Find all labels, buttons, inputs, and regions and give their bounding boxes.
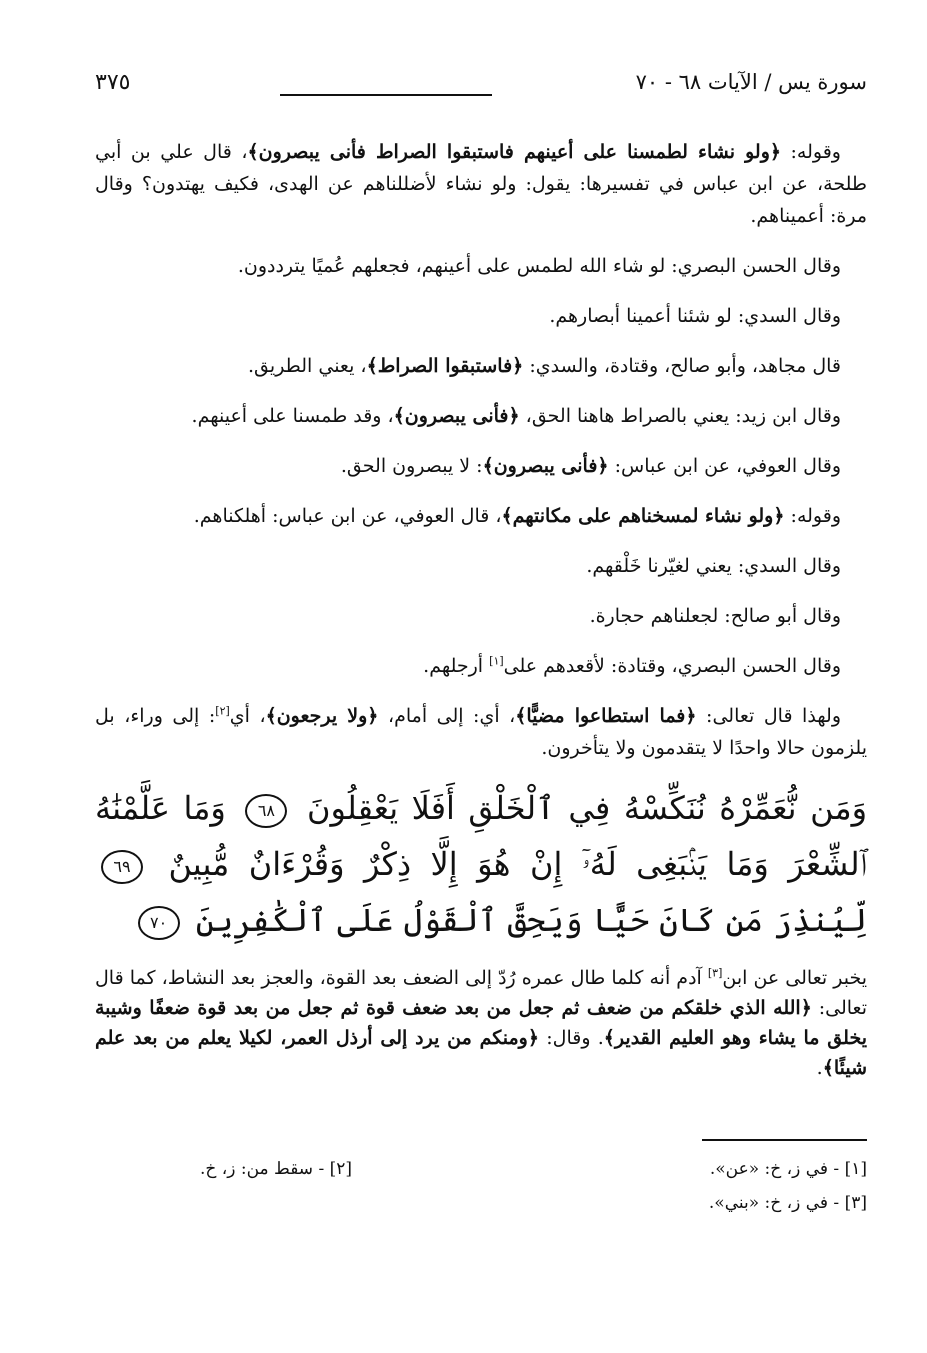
text: : إلى وراء، بل يلزمون حالا واحدًا لا يتقدمون ولا يتأخرون. (95, 705, 867, 759)
header-rule (280, 94, 492, 96)
quran-quote: ﴿فأنى يبصرون﴾ (393, 405, 520, 427)
text: وقوله: (781, 141, 841, 163)
paragraph (95, 400, 867, 432)
quran-quote: ﴿فما استطاعوا مضيًّا﴾ (515, 705, 697, 727)
paragraph (95, 250, 867, 282)
text: ، أي (229, 705, 266, 727)
text: ، يعني الطريق. (248, 355, 367, 377)
text: . وقال: (539, 1027, 604, 1049)
text: آدم أنه كلما طال عمره رُدّ إلى الضعف بعد القوة، والعجز بعد النشاط، كما قال تعالى: (95, 967, 868, 1019)
text: قال مجاهد، وأبو صالح، وقتادة، والسدي: (523, 355, 841, 377)
text: وقال الحسن البصري، وقتادة: لأقعدهم على (503, 655, 841, 677)
text: وقال أبو صالح: لجعلناهم حجارة. (589, 605, 841, 627)
paragraph (95, 450, 867, 482)
quran-quote: ﴿ولو نشاء لطمسنا على أعينهم فاستبقوا الصراط فأنى يبصرون﴾ (247, 141, 782, 163)
text: وقال السدي: لو شئنا أعمينا أبصارهم. (549, 305, 841, 327)
ayah-number-68: ٦٨ (245, 794, 287, 828)
text: ولهذا قال تعالى: (696, 705, 842, 727)
footnote-marker: [٣] (707, 966, 723, 980)
text: وقال العوفي، عن ابن عباس: (608, 455, 841, 477)
verse-69: وَمَا عَلَّمْنَٰهُ ٱلشِّعْرَ وَمَا يَنۢبَغِى لَهُۥٓ إِنْ هُوَ إِلَّا ذِكْرٌ وَقُرْءَانٌ مُّبِينٌ (95, 789, 867, 883)
paragraph (95, 136, 867, 232)
text: وقال ابن زيد: يعني بالصراط هاهنا الحق، (519, 405, 841, 427)
quran-quote: ﴿ولا يرجعون﴾ (265, 705, 379, 727)
text: يخبر تعالى عن ابن (722, 967, 867, 989)
quran-quote: ﴿فاستبقوا الصراط﴾ (366, 355, 524, 377)
footnote-row (200, 1152, 867, 1186)
page-header (95, 70, 867, 104)
paragraph (95, 650, 867, 682)
quran-quote: ﴿فأنى يبصرون﴾ (482, 455, 609, 477)
text: أرجلهم. (423, 655, 490, 677)
commentary (95, 963, 867, 1083)
paragraph (95, 550, 867, 582)
paragraph (95, 963, 867, 1083)
page-number: ٣٧٥ (95, 70, 131, 95)
footnote-marker: [١] (489, 654, 504, 668)
text: . (816, 1057, 823, 1079)
paragraph (95, 600, 867, 632)
text: ، أي: إلى أمام، (378, 705, 516, 727)
running-title: سورة يس / الآيات ٦٨ - ٧٠ (635, 70, 867, 94)
paragraph (95, 700, 867, 764)
quran-verse-block (95, 780, 867, 948)
verse-70: لِّيُنذِرَ مَن كَانَ حَيًّا وَيَحِقَّ ٱلْقَوْلُ عَلَى ٱلْكَٰفِرِينَ (195, 901, 867, 939)
quran-quote: ﴿ومنكم من يرد إلى أرذل العمر، لكيلا يعلم من بعد علم شيئًا﴾ (95, 1027, 867, 1079)
footnote-rule (702, 1139, 867, 1141)
tafsir-body (95, 136, 867, 772)
text: ، قال العوفي، عن ابن عباس: أهلكناهم. (193, 505, 502, 527)
footnote-1: [١] - في ز، خ: «عن». (709, 1159, 867, 1179)
paragraph (95, 350, 867, 382)
footnote-2: [٢] - سقط من: ز، خ. (200, 1159, 353, 1179)
ayah-number-69: ٦٩ (101, 850, 143, 884)
paragraph (95, 300, 867, 332)
quran-quote: ﴿ولو نشاء لمسخناهم على مكانتهم﴾ (501, 505, 785, 527)
verse-68: وَمَن نُّعَمِّرْهُ نُنَكِّسْهُ فِي ٱلْخَلْقِ أَفَلَا يَعْقِلُونَ (306, 789, 868, 827)
quran-quote: ﴿الله الذي خلقكم من ضعف ثم جعل من بعد ضعف قوة ثم جعل من بعد قوة ضعفًا وشيبة يخلق ما يشاء وهو العليم القدير﴾ (95, 997, 867, 1049)
text: وقال الحسن البصري: لو شاء الله لطمس على أعينهم، فجعلهم عُميًا يترددون. (237, 255, 841, 277)
ayah-number-70: ٧٠ (138, 906, 180, 940)
footnote-3: [٣] - في ز، خ: «بني». (708, 1193, 867, 1213)
text: وقال السدي: يعني لغيّرنا خَلْقهم. (586, 555, 841, 577)
text: ، وقد طمسنا على أعينهم. (191, 405, 394, 427)
paragraph (95, 500, 867, 532)
text: : لا يبصرون الحق. (340, 455, 483, 477)
footnote-marker: [٢] (215, 704, 230, 718)
footnotes (200, 1152, 867, 1220)
text: ، قال علي بن أبي طلحة، عن ابن عباس في تفسيرها: يقول: ولو نشاء لأضللناهم عن الهدى، فكيف يهتدون؟ وقال مرة: أعميناهم. (95, 141, 867, 227)
text: وقوله: (784, 505, 841, 527)
footnote-row (200, 1186, 867, 1220)
